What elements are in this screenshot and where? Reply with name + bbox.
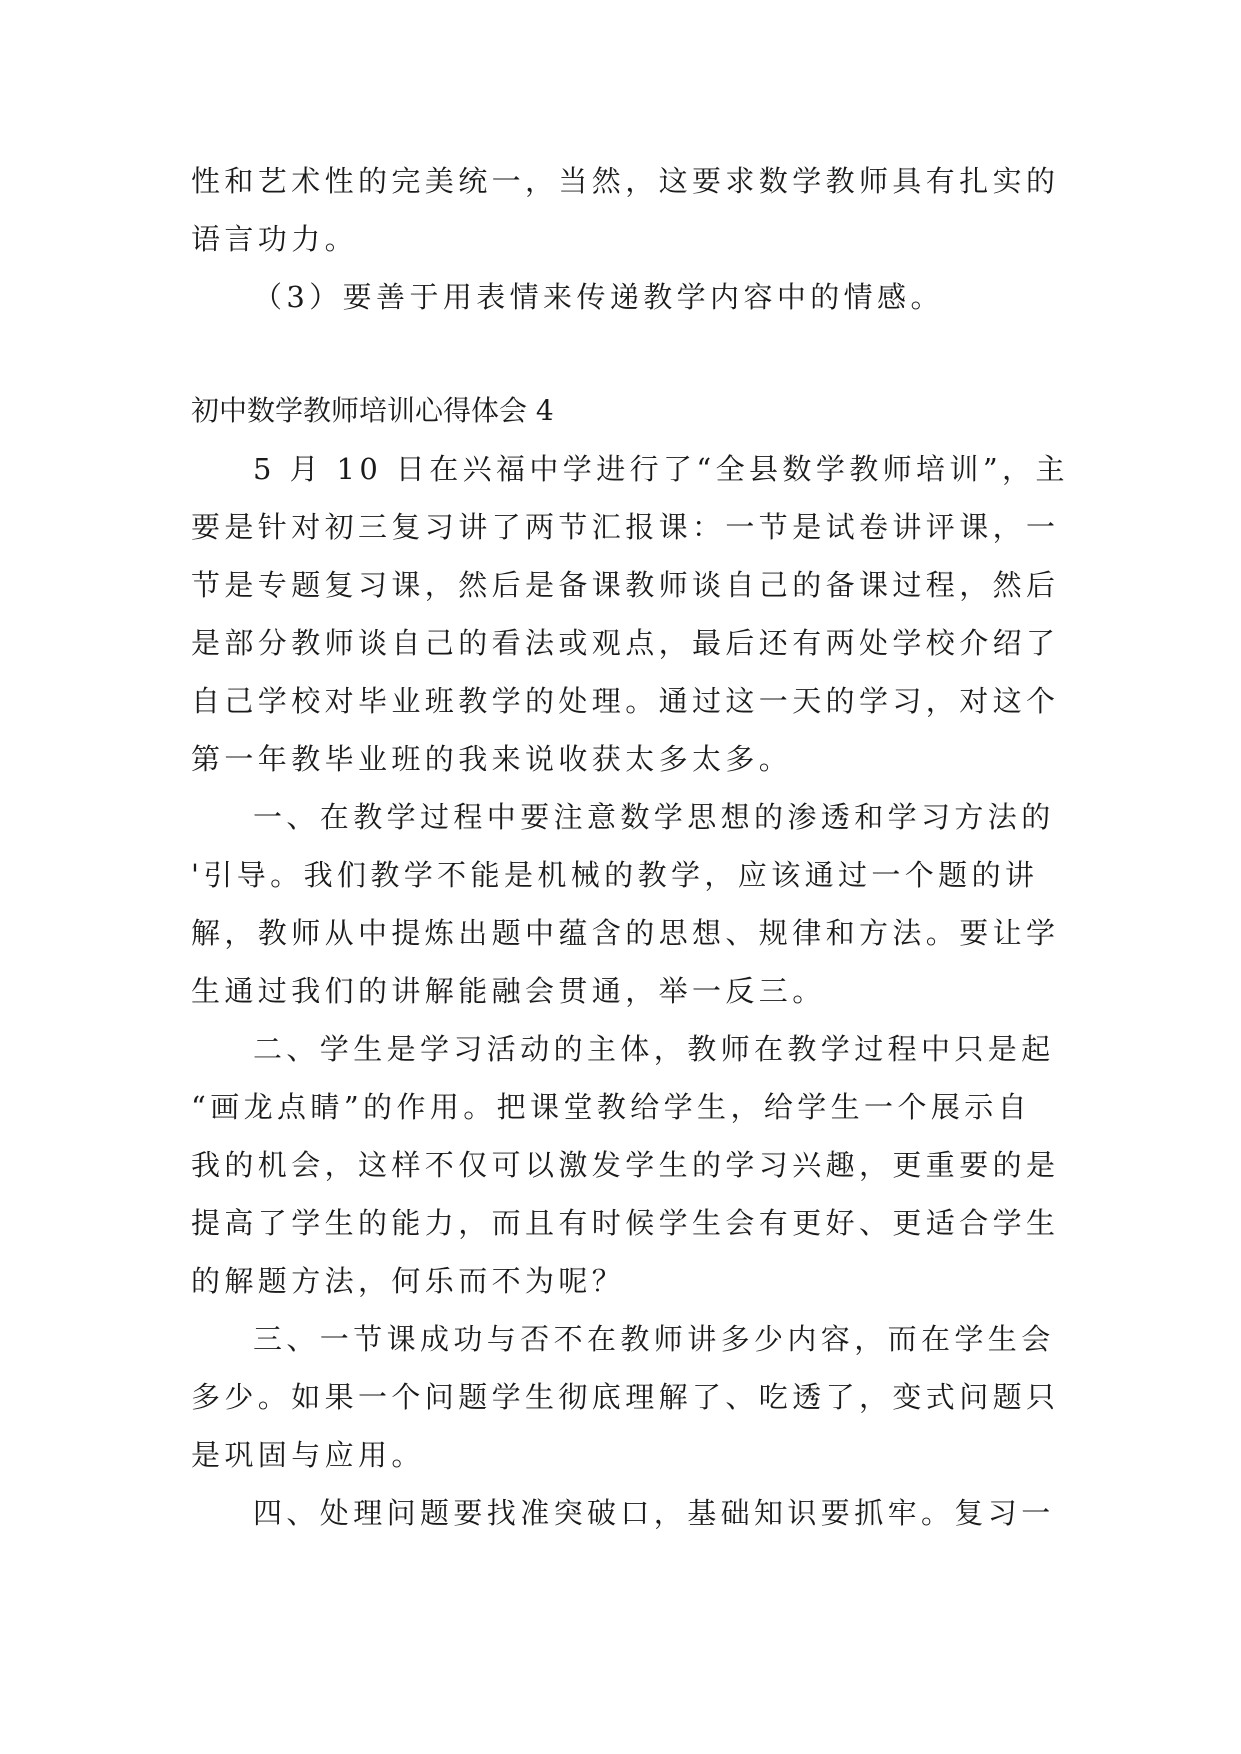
text-line: 三、一节课成功与否不在教师讲多少内容，而在学生会 xyxy=(253,1322,1055,1356)
section-gap xyxy=(191,326,1051,382)
text-line: 要是针对初三复习讲了两节汇报课：一节是试卷讲评课，一 xyxy=(191,510,1060,544)
text-line: （3）要善于用表情来传递教学内容中的情感。 xyxy=(253,280,944,314)
text-line: 提高了学生的能力，而且有时候学生会有更好、更适合学生 xyxy=(191,1206,1060,1240)
text-line: 5 月 10 日在兴福中学进行了“全县数学教师培训”，主 xyxy=(253,452,1069,486)
text-line: “画龙点睛”的作用。把课堂教给学生，给学生一个展示自 xyxy=(191,1090,1032,1124)
text-line: 是部分教师谈自己的看法或观点，最后还有两处学校介绍了 xyxy=(191,626,1060,660)
text-line: 多少。如果一个问题学生彻底理解了、吃透了，变式问题只 xyxy=(191,1380,1060,1414)
text-line: 是巩固与应用。 xyxy=(191,1438,425,1472)
section-title: 初中数学教师培训心得体会 4 xyxy=(191,394,554,427)
text-line: 二、学生是学习活动的主体，教师在教学过程中只是起 xyxy=(253,1032,1055,1066)
text-line: 四、处理问题要找准突破口，基础知识要抓牢。复习一 xyxy=(253,1496,1055,1530)
text-line: 性和艺术性的完美统一，当然，这要求数学教师具有扎实的 xyxy=(191,164,1060,198)
text-line: '引导。我们教学不能是机械的教学，应该通过一个题的讲 xyxy=(191,858,1039,892)
text-line: 解，教师从中提炼出题中蕴含的思想、规律和方法。要让学 xyxy=(191,916,1060,950)
text-line: 节是专题复习课，然后是备课教师谈自己的备课过程，然后 xyxy=(191,568,1060,602)
document-page xyxy=(191,152,1069,1542)
text-line: 一、在教学过程中要注意数学思想的渗透和学习方法的 xyxy=(253,800,1055,834)
text-line: 语言功力。 xyxy=(191,222,359,256)
text-line: 自己学校对毕业班教学的处理。通过这一天的学习，对这个 xyxy=(191,684,1060,718)
text-line: 我的机会，这样不仅可以激发学生的学习兴趣，更重要的是 xyxy=(191,1148,1060,1182)
text-line: 生通过我们的讲解能融会贯通，举一反三。 xyxy=(191,974,826,1008)
text-line: 的解题方法，何乐而不为呢？ xyxy=(191,1264,626,1298)
text-line: 第一年教毕业班的我来说收获太多太多。 xyxy=(191,742,793,776)
